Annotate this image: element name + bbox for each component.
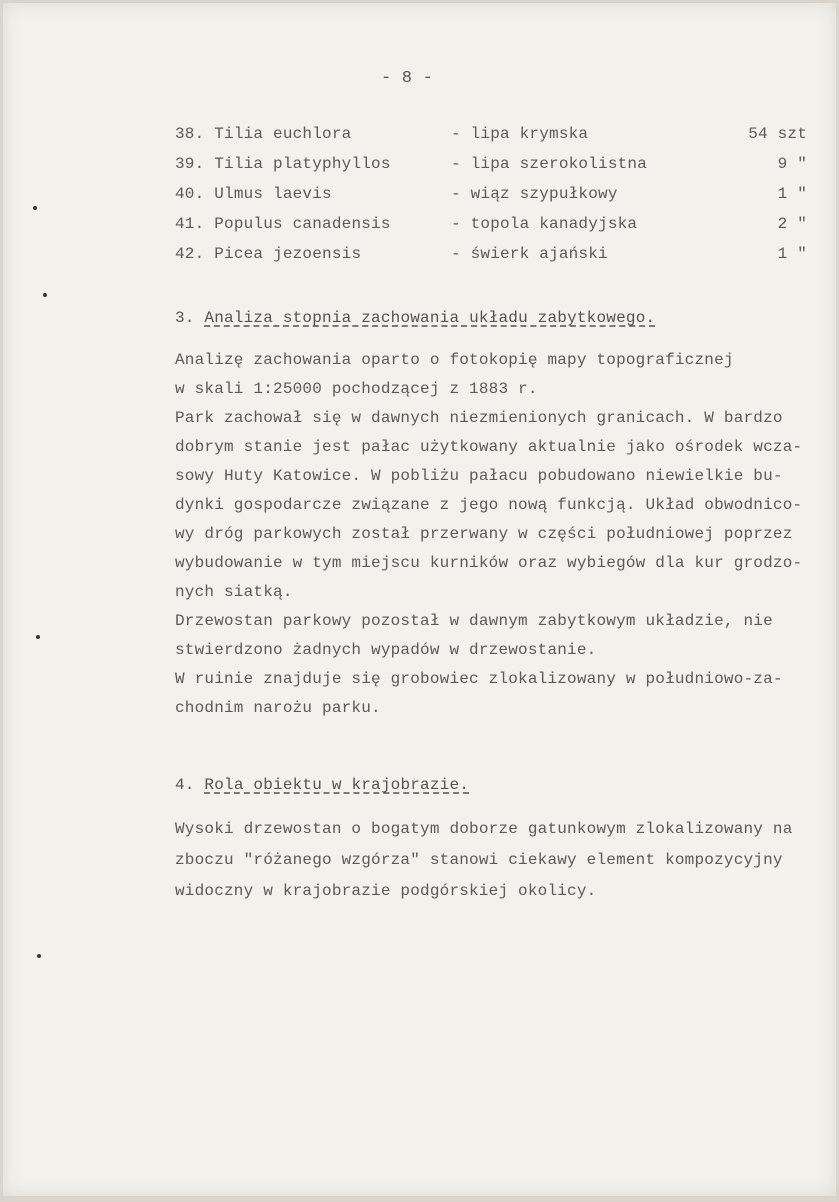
margin-mark: [33, 206, 37, 210]
species-row: [175, 209, 807, 239]
species-latin-name: 40. Ulmus laevis: [175, 185, 332, 203]
species-latin-name: 39. Tilia platyphyllos: [175, 155, 391, 173]
species-count: 1 ": [777, 185, 807, 203]
text-line: wybudowanie w tym miejscu kurników oraz wybiegów dla kur grodzo-: [175, 554, 803, 572]
text-line: Drzewostan parkowy pozostał w dawnym zabytkowym układzie, nie: [175, 612, 773, 630]
species-list: [175, 119, 807, 269]
text-line: W ruinie znajduje się grobowiec zlokalizowany w południowo-za-: [175, 670, 783, 688]
species-polish-name: - świerk ajański: [451, 245, 608, 263]
species-polish-name: - topola kanadyjska: [451, 215, 638, 233]
text-line: dynki gospodarcze związane z jego nową funkcją. Układ obwodnico-: [175, 496, 803, 514]
species-count: 54 szt: [748, 125, 807, 143]
text-line: w skali 1:25000 pochodzącej z 1883 r.: [175, 380, 538, 398]
species-latin-name: 38. Tilia euchlora: [175, 125, 352, 143]
section-4-heading: [175, 776, 469, 794]
text-line: dobrym stanie jest pałac użytkowany aktualnie jako ośrodek wcza-: [175, 438, 803, 456]
section-3-heading: [175, 309, 655, 327]
section-number: 4.: [175, 776, 195, 794]
page-number: - 8 -: [381, 69, 434, 88]
section-number: 3.: [175, 309, 195, 327]
text-line: sowy Huty Katowice. W pobliżu pałacu pobudowano niewielkie bu-: [175, 467, 783, 485]
text-line: wy dróg parkowych został przerwany w części południowej poprzez: [175, 525, 793, 543]
species-count: 2 ": [777, 215, 807, 233]
species-row: [175, 149, 807, 179]
species-polish-name: - lipa krymska: [451, 125, 589, 143]
margin-mark: [36, 635, 40, 639]
section-title: Rola obiektu w krajobrazie.: [204, 776, 470, 794]
text-line: zboczu "różanego wzgórza" stanowi ciekawy element kompozycyjny: [175, 851, 783, 869]
section-4-body: [175, 814, 815, 907]
species-count: 9 ": [777, 155, 807, 173]
species-latin-name: 41. Populus canadensis: [175, 215, 391, 233]
species-row: [175, 179, 807, 209]
document-page: [3, 3, 836, 1196]
section-3-body: [175, 346, 815, 723]
section-title: Analiza stopnia zachowania układu zabytkowego.: [204, 309, 656, 327]
text-line: chodnim narożu parku.: [175, 699, 381, 717]
text-line: widoczny w krajobrazie podgórskiej okolicy.: [175, 882, 597, 900]
text-line: Wysoki drzewostan o bogatym doborze gatunkowym zlokalizowany na: [175, 820, 793, 838]
species-count: 1 ": [777, 245, 807, 263]
species-polish-name: - lipa szerokolistna: [451, 155, 648, 173]
species-latin-name: 42. Picea jezoensis: [175, 245, 362, 263]
text-line: Park zachował się w dawnych niezmienionych granicach. W bardzo: [175, 409, 783, 427]
margin-mark: [37, 954, 41, 958]
text-line: Analizę zachowania oparto o fotokopię mapy topograficznej: [175, 351, 734, 369]
text-line: stwierdzono żadnych wypadów w drzewostanie.: [175, 641, 597, 659]
species-polish-name: - wiąz szypułkowy: [451, 185, 618, 203]
margin-mark: [43, 293, 47, 297]
species-row: [175, 119, 807, 149]
species-row: [175, 239, 807, 269]
text-line: nych siatką.: [175, 583, 293, 601]
